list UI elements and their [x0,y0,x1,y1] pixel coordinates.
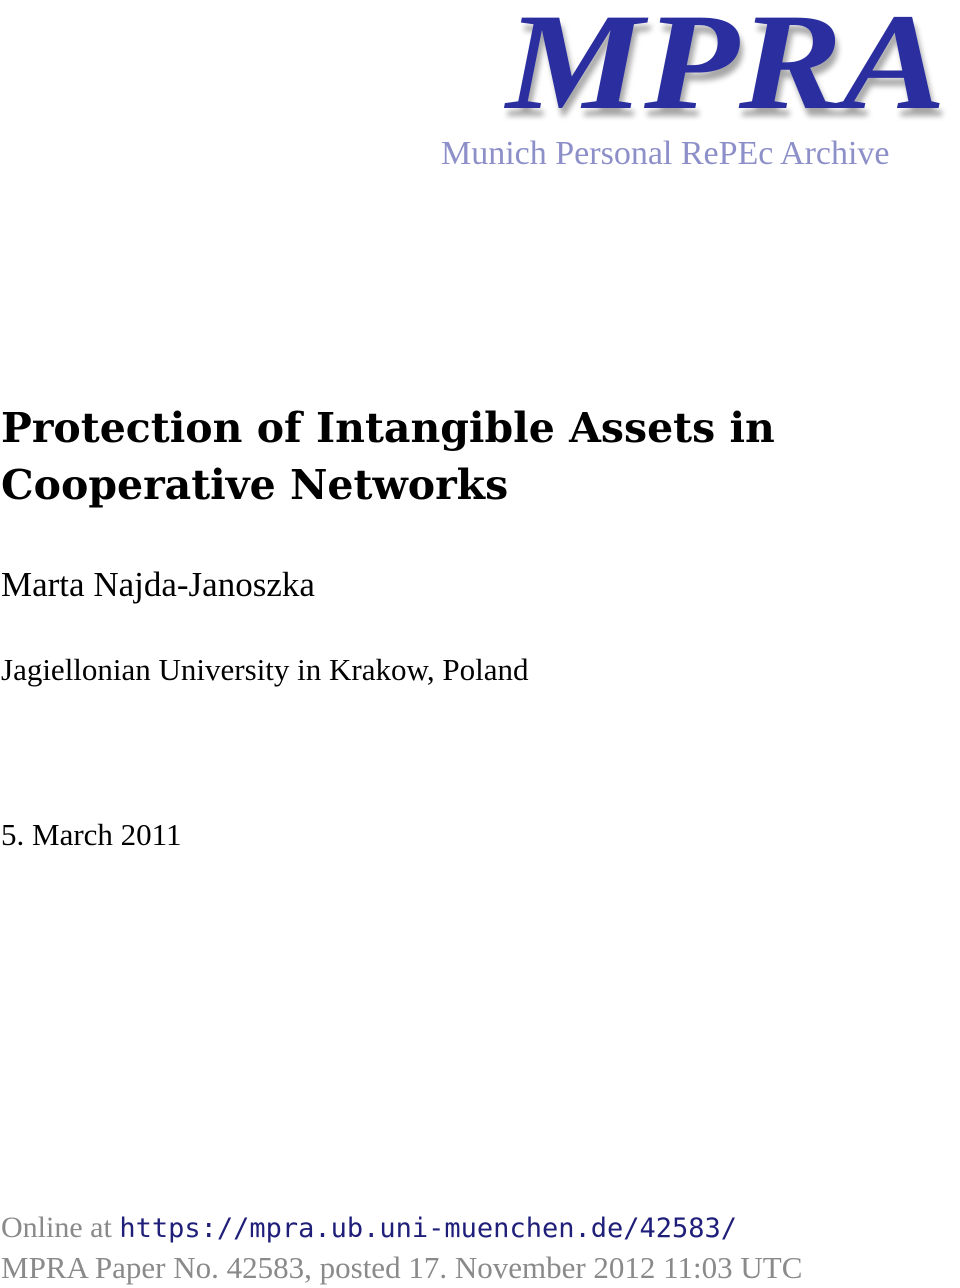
paper-title-line-2: Cooperative Networks [1,461,509,509]
paper-title [1,400,901,514]
paper-date: 5. March 2011 [1,817,182,852]
online-prefix: Online at [1,1211,120,1244]
mpra-logo [500,0,955,130]
author-affiliation: Jagiellonian University in Krakow, Poland [1,652,529,687]
online-availability [1,1210,737,1247]
paper-info: MPRA Paper No. 42583, posted 17. November 2012 11:03 UTC [1,1250,803,1285]
archive-name: Munich Personal RePEc Archive [441,135,890,172]
paper-title-line-1: Protection of Intangible Assets in [1,404,775,452]
mpra-logo-text: MPRA [503,0,946,130]
paper-url-link[interactable]: https://mpra.ub.uni-muenchen.de/42583/ [119,1213,738,1244]
author-name: Marta Najda-Janoszka [1,565,315,604]
